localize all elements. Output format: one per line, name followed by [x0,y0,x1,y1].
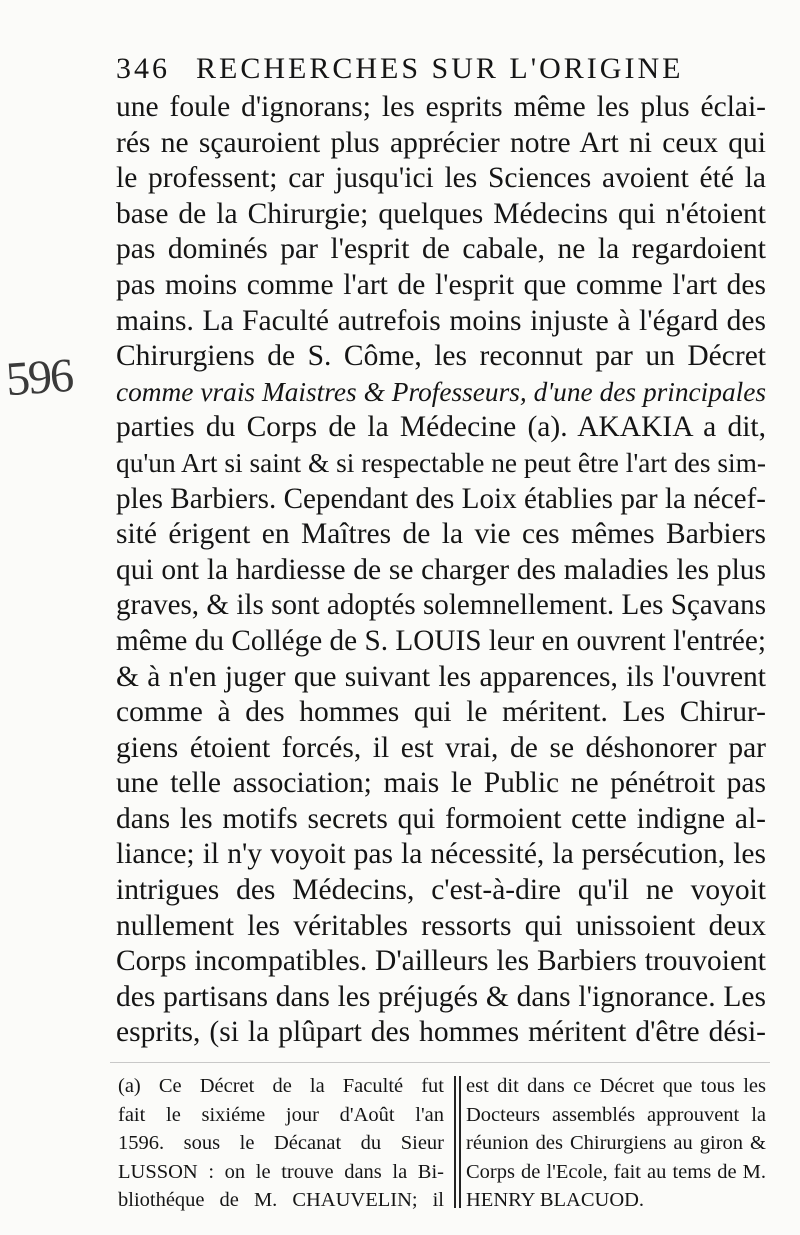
footnote-line: Corps de l'Ecole, fait au tems de M. [466,1160,766,1183]
text-line: des partisans dans les préjugés & dans l'ignorance. Les [116,980,766,1013]
text-line: parties du Corps de la Médecine (a). AKAKIA a dit, [116,411,766,444]
text-line: graves, & ils sont adoptés solemnellement. Les Sçavans [116,589,766,622]
text-line: sité érigent en Maîtres de la vie ces mêmes Barbiers [116,518,766,551]
footnote-line: Docteurs assemblés approuvent la [466,1103,766,1126]
text-line: nullement les véritables ressorts qui unissoient deux [116,909,766,942]
text-line: esprits, (si la plûpart des hommes méritent d'être dési- [116,1016,766,1049]
handwritten-margin-note: 596 [4,348,74,407]
text-line: qui ont la hardiesse de se charger des maladies les plus [116,553,766,586]
column-divider [454,1076,456,1208]
footnote-line: fait le sixiéme jour d'Août l'an [118,1103,444,1126]
footnote-line: réunion des Chirurgiens au giron & [466,1132,766,1154]
page-number: 346 [116,52,170,85]
main-text [116,90,766,1051]
running-title: RECHERCHES SUR L'ORIGINE [196,52,684,85]
footnote-line: LUSSON : on le trouve dans la Bi- [118,1160,444,1183]
text-line: même du Collége de S. LOUIS leur en ouvrent l'entrée; [116,624,766,657]
text-line: giens étoient forcés, il est vrai, de se déshonorer par [116,731,766,764]
text-line: Corps incompatibles. D'ailleurs les Barbiers trouvoient [116,945,766,978]
text-line: mains. La Faculté autrefois moins injuste à l'égard des [116,304,766,337]
footnote-line: HENRY BLACUOD. [466,1189,645,1211]
text-line: une telle association; mais le Public ne pénétroit pas [116,767,766,800]
text-line: rés ne sçauroient plus apprécier notre Art ni ceux qui [116,126,766,159]
footnote-line: 1596. sous le Décanat du Sieur [118,1132,444,1154]
footnote-left-column [118,1072,444,1215]
text-line: dans les motifs secrets qui formoient cette indigne al- [116,802,766,835]
text-line: pas moins comme l'art de l'esprit que comme l'art des [116,268,766,301]
footnote-line: est dit dans ce Décret que tous les [466,1075,766,1097]
text-line: intrigues des Médecins, c'est-à-dire qu'il ne voyoit [116,874,766,907]
text-line: liance; il n'y voyoit pas la nécessité, la persécution, les [116,838,766,871]
footnote-divider [110,1062,770,1063]
footnote-right-column [466,1072,766,1215]
footnote-line: (a) Ce Décret de la Faculté fut [118,1075,444,1097]
footnote-block [118,1072,768,1222]
text-line: & à n'en juger que suivant les apparences, ils l'ouvrent [116,660,766,693]
text-line: le professent; car jusqu'ici les Sciences avoient été la [116,162,766,195]
text-line: qu'un Art si saint & si respectable ne peut être l'art des sim- [116,447,766,478]
running-header [116,52,684,86]
text-line: une foule d'ignorans; les esprits même les plus éclai- [116,91,766,123]
text-line: base de la Chirurgie; quelques Médecins qui n'étoient [116,197,766,230]
footnote-line: bliothéque de M. CHAUVELIN; il [118,1189,444,1211]
text-line: pas dominés par l'esprit de cabale, ne la regardoient [116,233,766,266]
text-line: comme vrais Maistres & Professeurs, d'une des principales [116,376,766,407]
text-line: ples Barbiers. Cependant des Loix établies par la nécef- [116,482,766,515]
column-divider [459,1076,461,1208]
text-line: comme à des hommes qui le méritent. Les Chirur- [116,696,766,729]
text-line: Chirurgiens de S. Côme, les reconnut par un Décret [116,340,766,373]
